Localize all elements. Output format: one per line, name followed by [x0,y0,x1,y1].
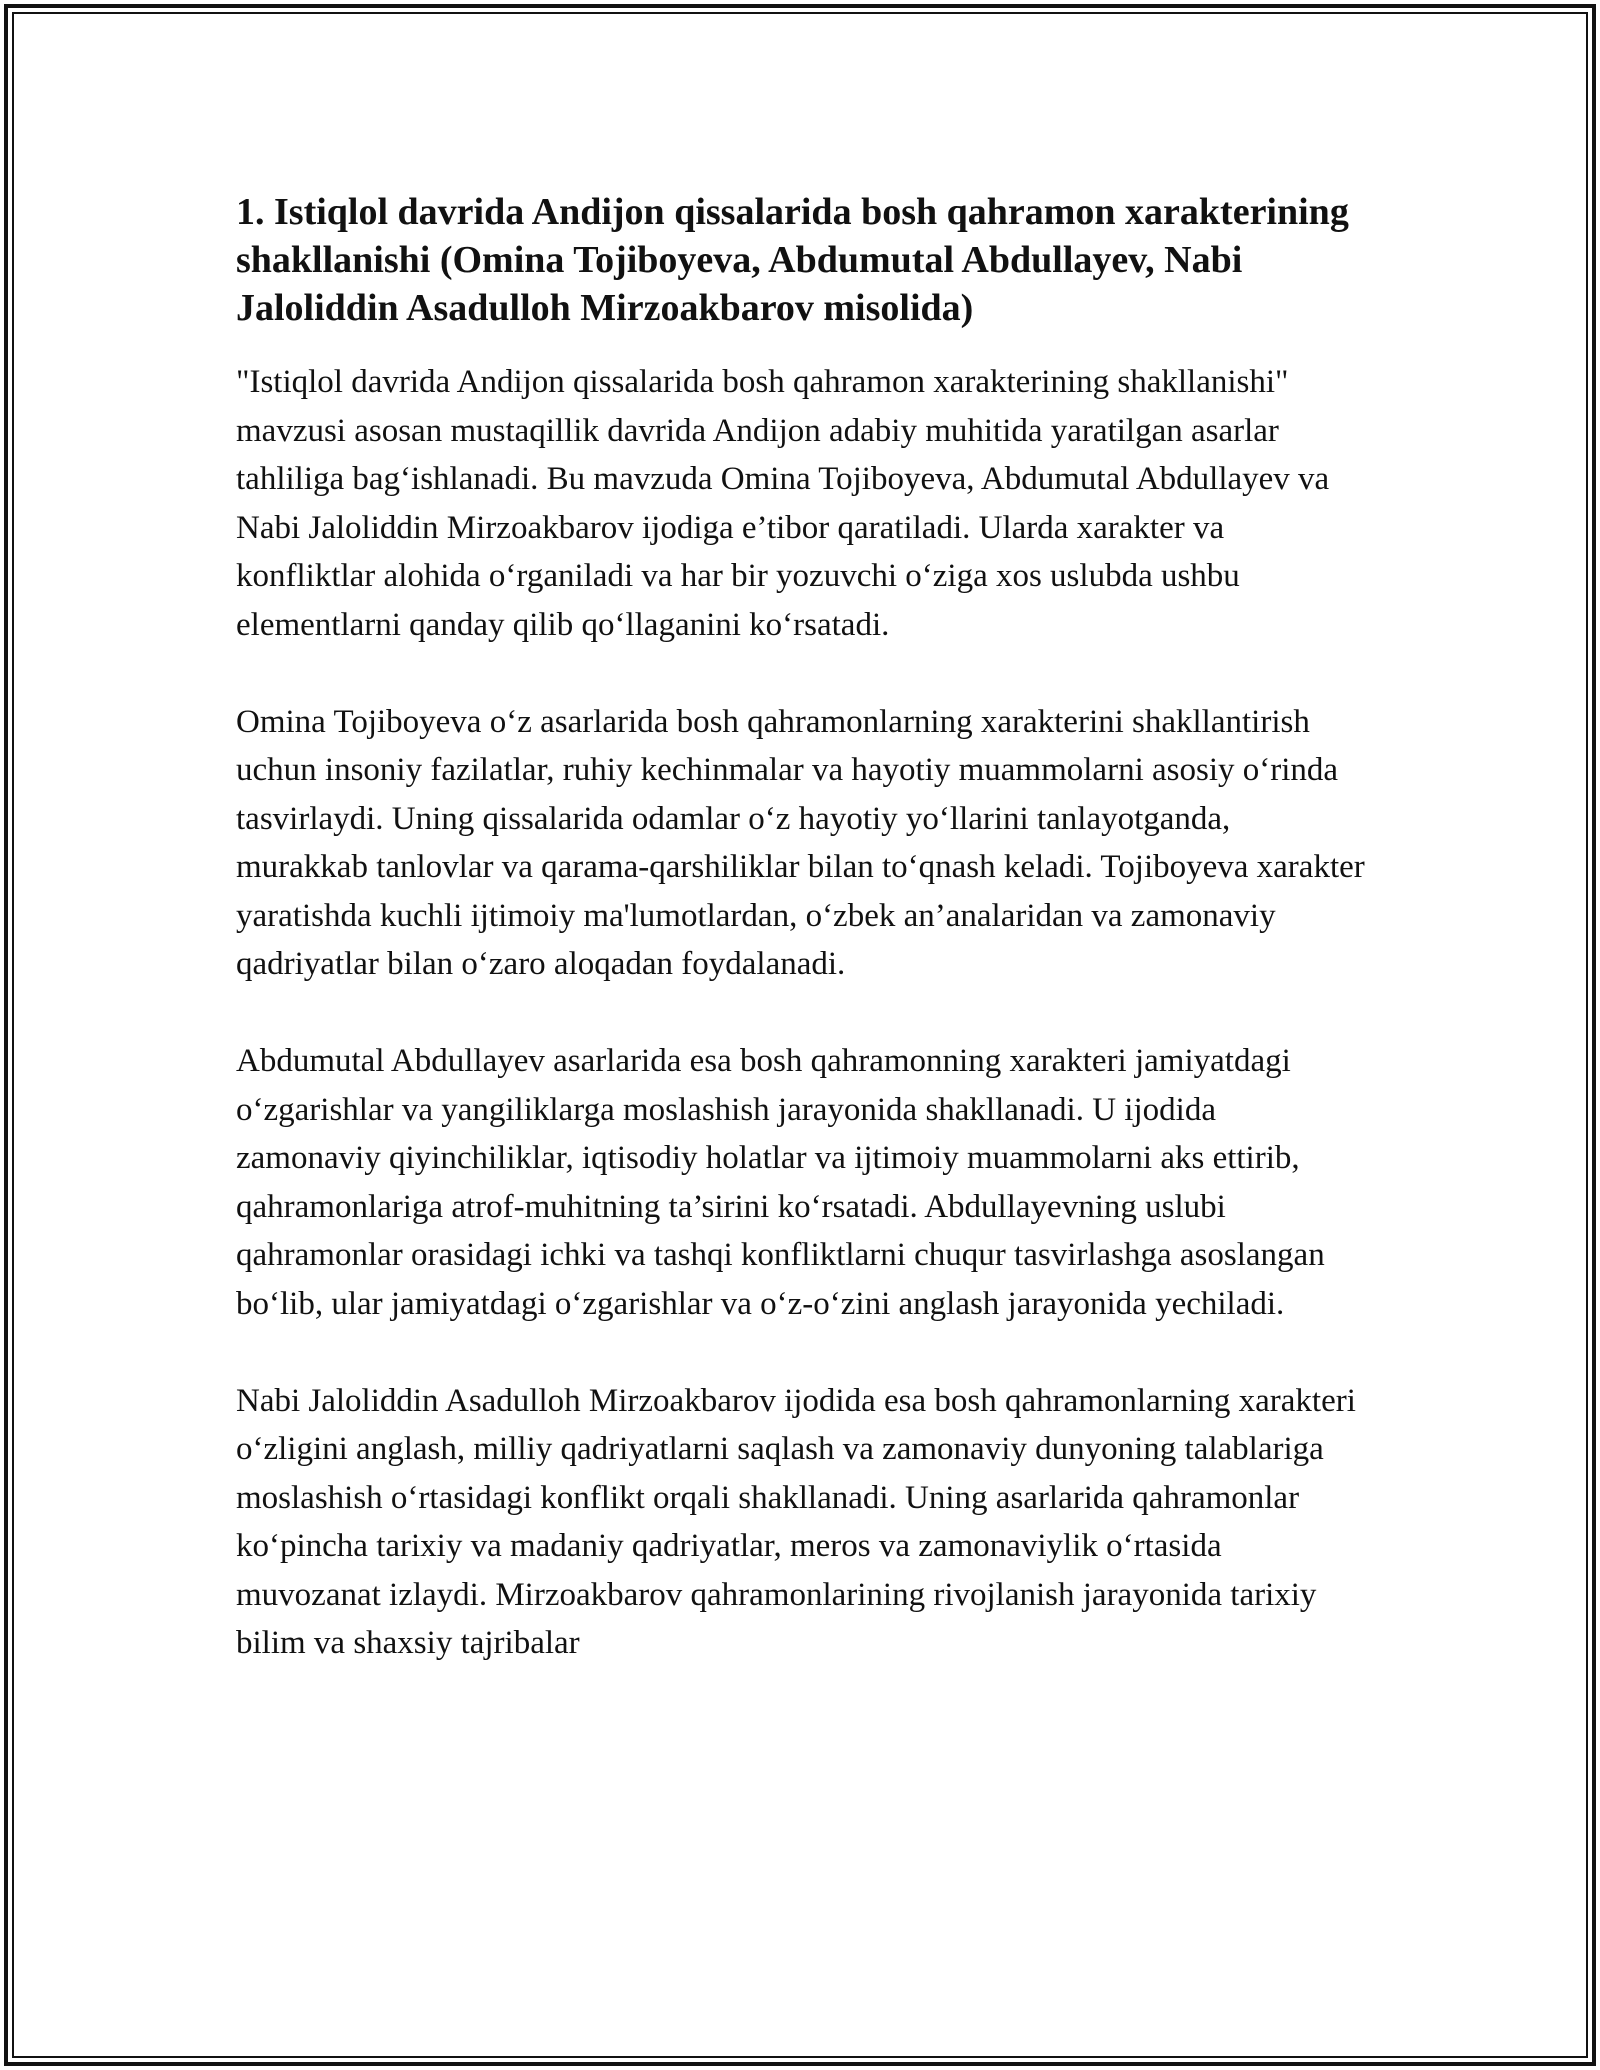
section-heading: 1. Istiqlol davrida Andijon qissalarida bosh qahramon xarakterining shakllanishi (Omina Tojiboyeva, Abdumutal Abdullayev, Nabi Jaloliddin Asadulloh Mirzoakbarov misolida) [236,191,1349,329]
document-page [236,188,1366,1668]
paragraph-abdullayev: Abdumutal Abdullayev asarlarida esa bosh qahramonning xarakteri jamiyatdagi o‘zgarishlar va yangiliklarga moslashish jarayonida shakllanadi. U ijodida zamonaviy qiyinchiliklar, iqtisodiy holatlar va ijtimoiy muammolarni aks ettirib, qahramonlariga atrof-muhitning ta’sirini ko‘rsatadi. Abdullayevning uslubi qahramonlar orasidagi ichki va tashqi konfliktlarni chuqur tasvirlashga asoslangan bo‘lib, ular jamiyatdagi o‘zgarishlar va o‘z-o‘zini anglash jarayonida yechiladi. [236,1043,1325,1322]
paragraph-intro: "Istiqlol davrida Andijon qissalarida bosh qahramon xarakterining shakllanishi" mavzusi asosan mustaqillik davrida Andijon adabiy muhitida yaratilgan asarlar tahliliga bag‘ishlanadi. Bu mavzuda Omina Tojiboyeva, Abdumutal Abdullayev va Nabi Jaloliddin Mirzoakbarov ijodiga e’tibor qaratiladi. Ularda xarakter va konfliktlar alohida o‘rganiladi va har bir yozuvchi o‘ziga xos uslubda ushbu elementlarni qanday qilib qo‘llaganini ko‘rsatadi. [236,364,1330,643]
paragraph-mirzoakbarov: Nabi Jaloliddin Asadulloh Mirzoakbarov ijodida esa bosh qahramonlarning xarakteri o‘zligini anglash, milliy qadriyatlarni saqlash va zamonaviy dunyoning talablariga moslashish o‘rtasidagi konflikt orqali shakllanadi. Uning asarlarida qahramonlar ko‘pincha tarixiy va madaniy qadriyatlar, meros va zamonaviylik o‘rtasida muvozanat izlaydi. Mirzoakbarov qahramonlarining rivojlanish jarayonida tarixiy bilim va shaxsiy tajribalar [236,1382,1356,1661]
paragraph-tojiboyeva: Omina Tojiboyeva o‘z asarlarida bosh qahramonlarning xarakterini shakllantirish uchun insoniy fazilatlar, ruhiy kechinmalar va hayotiy muammolarni asosiy o‘rinda tasvirlaydi. Uning qissalarida odamlar o‘z hayotiy yo‘llarini tanlayotganda, murakkab tanlovlar va qarama-qarshiliklar bilan to‘qnash keladi. Tojiboyeva xarakter yaratishda kuchli ijtimoiy ma'lumotlardan, o‘zbek an’analaridan va zamonaviy qadriyatlar bilan o‘zaro aloqadan foydalanadi. [236,703,1365,982]
